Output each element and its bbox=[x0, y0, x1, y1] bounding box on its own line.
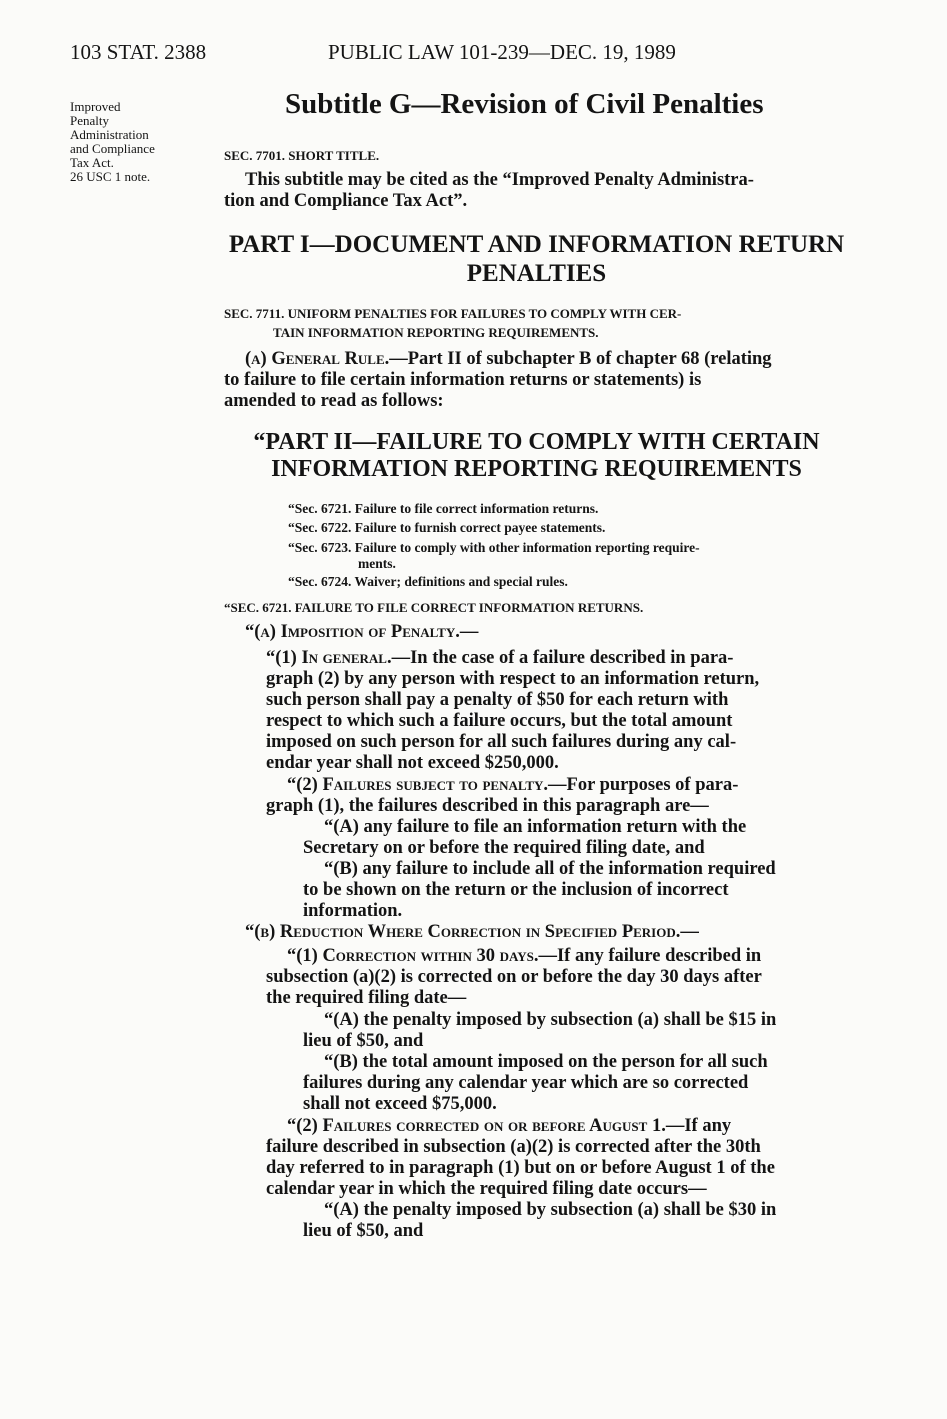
text-line: lieu of $50, and bbox=[303, 1221, 424, 1241]
toc-item-cont: ments. bbox=[358, 556, 396, 571]
paragraph-label: “(2) Failures subject to penalty. bbox=[287, 775, 549, 795]
text-line: to be shown on the return or the inclusion of incorrect bbox=[303, 880, 729, 900]
section-heading-7711: SEC. 7711. UNIFORM PENALTIES FOR FAILURES TO COMPLY WITH CER- bbox=[224, 306, 682, 321]
subtitle-heading: Subtitle G—Revision of Civil Penalties bbox=[285, 88, 764, 120]
paragraph-label: “(1) In general. bbox=[266, 648, 392, 668]
section-heading-7701: SEC. 7701. SHORT TITLE. bbox=[224, 148, 380, 163]
margin-note-line: and Compliance bbox=[70, 141, 155, 156]
margin-note-line: Penalty bbox=[70, 113, 109, 128]
text-line bbox=[245, 349, 772, 370]
text-line: imposed on such person for all such failures during any cal- bbox=[266, 732, 737, 752]
subsection-heading: “(a) Imposition of Penalty.— bbox=[245, 622, 479, 642]
text-line: graph (2) by any person with respect to an information return, bbox=[266, 669, 760, 689]
text-line: respect to which such a failure occurs, but the total amount bbox=[266, 711, 733, 731]
toc-item: “Sec. 6723. Failure to comply with other information reporting require- bbox=[288, 540, 700, 555]
text-run: —If any bbox=[665, 1116, 732, 1136]
margin-note-line: Administration bbox=[70, 127, 149, 142]
part-one-heading-line2: PENALTIES bbox=[466, 260, 607, 287]
text-line: “(B) any failure to include all of the information required bbox=[324, 859, 776, 879]
toc-item: “Sec. 6722. Failure to furnish correct payee statements. bbox=[288, 520, 606, 535]
part-one-heading-line1: PART I—DOCUMENT AND INFORMATION RETURN bbox=[228, 231, 845, 258]
part-two-heading-line1: “PART II—FAILURE TO COMPLY WITH CERTAIN bbox=[253, 429, 820, 455]
text-line: subsection (a)(2) is corrected on or before the day 30 days after bbox=[266, 967, 762, 987]
text-line bbox=[287, 1116, 731, 1137]
margin-note-line: Improved bbox=[70, 99, 121, 114]
subsection-heading: “(b) Reduction Where Correction in Specified Period.— bbox=[245, 922, 699, 942]
part-two-heading-line2: INFORMATION REPORTING REQUIREMENTS bbox=[271, 456, 802, 482]
text-run: —Part II of subchapter B of chapter 68 (relating bbox=[389, 349, 772, 369]
text-line: endar year shall not exceed $250,000. bbox=[266, 753, 559, 773]
section-heading-6721: “SEC. 6721. FAILURE TO FILE CORRECT INFORMATION RETURNS. bbox=[224, 600, 644, 615]
text-line: “(A) the penalty imposed by subsection (a) shall be $30 in bbox=[324, 1200, 777, 1220]
margin-note bbox=[70, 100, 210, 184]
text-line: failures during any calendar year which are so corrected bbox=[303, 1073, 749, 1093]
text-line: “(B) the total amount imposed on the person for all such bbox=[324, 1052, 768, 1072]
toc-item: “Sec. 6724. Waiver; definitions and special rules. bbox=[288, 574, 568, 589]
paragraph-label: “(2) Failures corrected on or before August 1. bbox=[287, 1116, 666, 1136]
toc-item: “Sec. 6721. Failure to file correct information returns. bbox=[288, 501, 599, 516]
text-line: information. bbox=[303, 901, 403, 921]
text-line: calendar year in which the required filing date occurs— bbox=[266, 1179, 707, 1199]
text-line: This subtitle may be cited as the “Improved Penalty Administra- bbox=[245, 170, 754, 190]
paragraph-label: “(1) Correction within 30 days. bbox=[287, 946, 539, 966]
margin-note-line: Tax Act. bbox=[70, 155, 114, 170]
text-line: such person shall pay a penalty of $50 for each return with bbox=[266, 690, 729, 710]
section-heading-7711-cont: TAIN INFORMATION REPORTING REQUIREMENTS. bbox=[273, 325, 599, 340]
text-line: tion and Compliance Tax Act”. bbox=[224, 191, 468, 211]
margin-note-line: 26 USC 1 note. bbox=[70, 169, 151, 184]
text-line: “(A) any failure to file an information return with the bbox=[324, 817, 747, 837]
subsection-label: (a) General Rule. bbox=[245, 349, 390, 369]
text-line: day referred to in paragraph (1) but on or before August 1 of the bbox=[266, 1158, 775, 1178]
text-line bbox=[287, 946, 761, 967]
text-line: the required filing date— bbox=[266, 988, 467, 1008]
text-line: amended to read as follows: bbox=[224, 391, 444, 411]
page-stat-number: 103 STAT. 2388 bbox=[70, 40, 207, 64]
text-run: —In the case of a failure described in para- bbox=[391, 648, 734, 668]
text-line bbox=[287, 775, 738, 796]
text-line: to failure to file certain information returns or statements) is bbox=[224, 370, 702, 390]
text-run: —For purposes of para- bbox=[548, 775, 739, 795]
text-line: shall not exceed $75,000. bbox=[303, 1094, 497, 1114]
text-line: graph (1), the failures described in this paragraph are— bbox=[266, 796, 709, 816]
text-run: —If any failure described in bbox=[538, 946, 762, 966]
text-line: “(A) the penalty imposed by subsection (a) shall be $15 in bbox=[324, 1010, 777, 1030]
text-line: Secretary on or before the required filing date, and bbox=[303, 838, 705, 858]
text-line bbox=[266, 648, 733, 669]
text-line: lieu of $50, and bbox=[303, 1031, 424, 1051]
running-header: PUBLIC LAW 101-239—DEC. 19, 1989 bbox=[328, 40, 676, 64]
text-line: failure described in subsection (a)(2) is corrected after the 30th bbox=[266, 1137, 761, 1157]
